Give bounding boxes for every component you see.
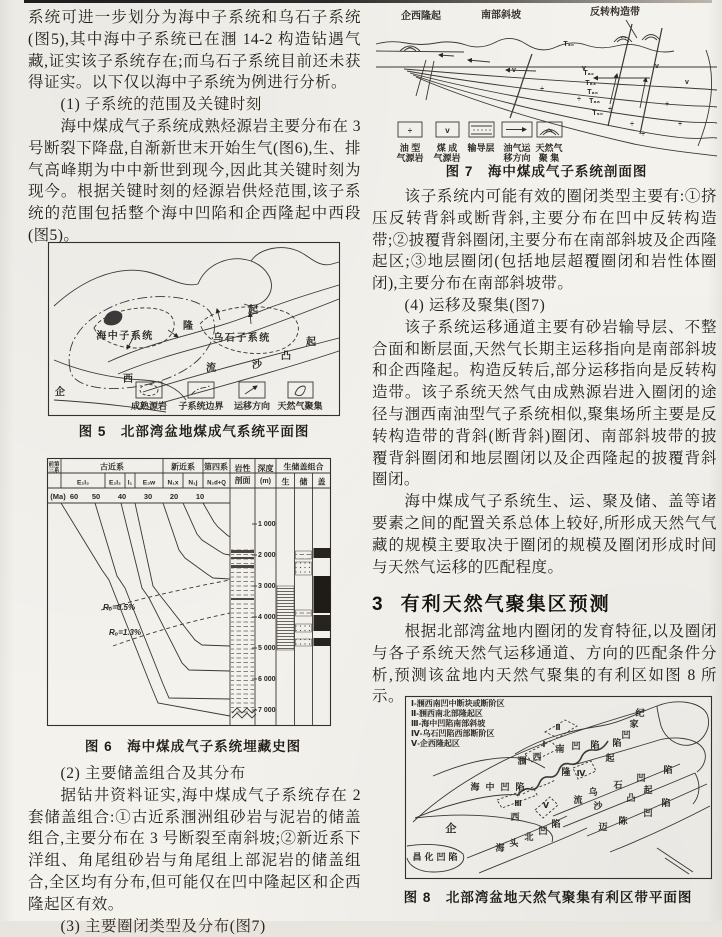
figure-text-label: 海中子系统 bbox=[96, 331, 154, 342]
figure-text-label: 沙 bbox=[252, 360, 262, 371]
figure-text-label: 移方向 bbox=[503, 153, 531, 163]
figure-text-label: Ⅴ bbox=[542, 801, 550, 810]
figure-text-label: 凸 bbox=[626, 793, 636, 803]
figure-text-label: 盖 bbox=[317, 477, 326, 487]
section-title: 有利天然气聚集区预测 bbox=[400, 594, 611, 615]
figure-text-label: 凹 bbox=[636, 773, 646, 783]
figure-text-label: 剖面 bbox=[234, 476, 251, 485]
figure-text-label: 西 bbox=[532, 752, 542, 762]
figure-text-label: (Ma) bbox=[50, 492, 66, 501]
body-paragraph: 据钻井资料证实,海中煤成气子系统存在 2 套储盖组合:①古近系涠洲组砂岩与泥岩的储盖组合,主要分布在 3 号断裂至南斜坡;②新近系下洋组、角尾组砂岩与角尾组上部泥岩的储盖组合,全区均有分布,但可能仅在凹中隆起区和企西隆起区有效。 bbox=[28, 786, 361, 913]
figure-text-label: 企 bbox=[55, 387, 65, 398]
section-number: 3 bbox=[372, 594, 383, 615]
figure-text-label: Ⅳ bbox=[576, 769, 586, 778]
figure-text-label: 迈 bbox=[598, 822, 608, 832]
fig5-gas-accumulation-blob bbox=[104, 311, 123, 326]
subheading-3: (3) 主要圈闭类型及分布(图7) bbox=[60, 917, 266, 935]
figure-text-label: 新近系 bbox=[171, 462, 195, 472]
figure-text-label: T₈₂ bbox=[583, 70, 594, 77]
figure-text-label: 陷 bbox=[612, 738, 622, 748]
figure-text-label: 凹 bbox=[436, 852, 446, 862]
figure-text-label: 6 000 bbox=[258, 676, 276, 683]
figure-text-label: 天然气聚集 bbox=[277, 401, 323, 411]
figure-text-label: T₃₀ bbox=[563, 41, 574, 48]
figure-text-label: Ⅱ bbox=[555, 723, 561, 732]
figure-text-label: ÷ bbox=[641, 131, 645, 138]
figure-text-label: 西 bbox=[123, 374, 133, 385]
fig5-boundary-lines bbox=[54, 248, 339, 412]
figure-text-label: v bbox=[512, 67, 516, 74]
right-column-text bbox=[372, 186, 717, 578]
figure-text-label: 隆 bbox=[183, 321, 193, 332]
figure-text-label: ÷ bbox=[678, 121, 682, 128]
figure-text-label: 凹 bbox=[621, 730, 631, 740]
figure-text-label: 储 bbox=[299, 477, 308, 487]
fig7-legend bbox=[398, 122, 562, 137]
body-paragraph: 海中煤成气子系统成熟烃源岩主要分布在 3 号断裂下降盘,自渐新世末开始生气(图6),生、排气高峰期为中中新世到现今,因此其关键时刻为现今。根据关键时刻的烃源岩供烃范围,该子系统的范围包括整个海中凹陷和企西隆起中西段(图5)。 bbox=[28, 117, 361, 244]
figure-text-label: Ⅱ-涠西南北部隆起区 bbox=[411, 709, 483, 718]
figure-text-label: 凹 bbox=[571, 741, 581, 751]
body-paragraph: 海中煤成气子系统生、运、聚及储、盖等诸要素之间的配置关系总体上较好,所形成天然气气藏的规模主要取决于圈闭的规模及圈闭形成时间与天然气运移的匹配程度。 bbox=[372, 493, 717, 576]
figure-text-label: v bbox=[685, 79, 689, 86]
body-paragraph: 根据北部湾盆地内圈闭的发育特征,以及圈闭与各子系统天然气运移通道、方向的匹配条件分析,预测该盆地内天然气聚集的有利区如图 8 所示。 bbox=[372, 623, 717, 706]
figure-text-label: 10 bbox=[195, 492, 205, 501]
figure-text-label: Rₒ=1.3% bbox=[109, 628, 142, 637]
figure-text-label: N₂d+Q bbox=[207, 480, 226, 487]
fig5-border bbox=[49, 243, 340, 416]
figure-text-label: 油气运 bbox=[503, 143, 531, 153]
figure-text-label: 运移方向 bbox=[233, 401, 271, 411]
figure-5-caption: 图 5 北部湾盆地煤成气系统平面图 bbox=[78, 424, 310, 439]
figure-text-label: 陷 bbox=[661, 798, 671, 808]
figure-text-label: v bbox=[582, 65, 586, 72]
figure-text-label: 生 bbox=[281, 477, 290, 487]
figure-text-label: l₁ bbox=[127, 479, 133, 487]
figure-text-label: 化 bbox=[424, 852, 434, 862]
figure-text-label: 1 000 bbox=[258, 521, 276, 528]
figure-text-label: T₈₆ bbox=[587, 89, 598, 96]
fig5-subsystem-boundary bbox=[69, 297, 214, 389]
subheading-4: (4) 运移及聚集(图7) bbox=[404, 296, 546, 314]
figure-text-label: 深度 bbox=[257, 464, 274, 473]
figure-text-label: 陷 bbox=[515, 782, 525, 792]
figure-text-label: 起 bbox=[248, 305, 258, 316]
fig6-burial-curves bbox=[61, 503, 230, 716]
figure-text-label: 气源岩 bbox=[433, 153, 461, 163]
figure-text-label: 海 bbox=[470, 782, 480, 792]
figure-text-label: 输导层 bbox=[467, 143, 495, 153]
figure-text-label: 20 bbox=[169, 492, 179, 501]
body-paragraph: 该子系统运移通道主要有砂岩输导层、不整合面和断层面,天然气长期主运移指向是南部斜坡和企西隆起。构造反转后,部分运移指向是反转构造带。该子系统天然气由成熟源岩进入圈闭的途径与涠西南油型气子系统相似,聚集场所主要是反转构造带的背斜(断背斜)圈闭、南部斜坡带的披覆背斜圈闭和地层圈闭以及企西隆起的披覆背斜圈闭。 bbox=[372, 318, 717, 489]
figure-text-label: 陷 bbox=[590, 740, 600, 750]
subheading-2: (2) 主要储盖组合及其分布 bbox=[60, 765, 246, 782]
figure-text-label: Ⅰ-涠西南凹中断块或断阶区 bbox=[411, 699, 505, 708]
figure-text-label: ÷ bbox=[540, 86, 544, 93]
figure-text-label: 起 bbox=[643, 785, 653, 795]
figure-text-label: 流 bbox=[573, 795, 583, 805]
figure-text-label: N₁x bbox=[167, 479, 179, 487]
figure-text-label: E₂l₃ bbox=[76, 479, 90, 487]
figure-text-label: 家 bbox=[629, 719, 639, 729]
figure-text-label: 北 bbox=[524, 832, 534, 842]
left-column-top-text bbox=[28, 7, 361, 247]
figure-text-label: 乌石子系统 bbox=[213, 333, 271, 344]
figure-6-burial-history bbox=[47, 458, 331, 726]
figure-text-label: 2 000 bbox=[258, 552, 276, 559]
fig7-anticline-gas-symbols bbox=[614, 35, 660, 43]
figure-text-label: 隆 bbox=[561, 767, 571, 777]
figure-text-label: 聚 集 bbox=[538, 153, 560, 163]
figure-text-label: 陷 bbox=[551, 819, 561, 829]
figure-text-label: 生储盖组合 bbox=[283, 462, 324, 472]
figure-text-label: N₁j bbox=[188, 479, 198, 487]
page-top-rule bbox=[24, 0, 712, 3]
fig7-section-lines bbox=[376, 20, 717, 156]
figure-text-label: 子系统边界 bbox=[178, 401, 224, 411]
figure-text-label: ÷ bbox=[630, 121, 634, 128]
figure-text-label: 陷 bbox=[663, 765, 673, 775]
fig6-lithology-column bbox=[231, 548, 256, 718]
figure-text-label: ÷ bbox=[608, 106, 612, 113]
figure-text-label: 气源岩 bbox=[396, 153, 424, 163]
figure-text-label: 50 bbox=[91, 492, 101, 501]
figure-text-label: 煤 成 bbox=[436, 143, 458, 153]
figure-text-label: Ⅴ-企西隆起区 bbox=[411, 739, 460, 748]
figure-text-label: Ⅲ-海中凹陷南部斜坡 bbox=[411, 719, 486, 728]
figure-text-label: 起 bbox=[306, 337, 316, 348]
figure-text-label: 第四系 bbox=[204, 462, 228, 472]
figure-text-label: 成熟源岩 bbox=[130, 401, 168, 411]
figure-text-label: 陷 bbox=[448, 852, 458, 862]
figure-text-label: 南部斜坡 bbox=[481, 10, 521, 21]
figure-text-label: T₉₀ bbox=[592, 110, 603, 117]
figure-text-label: 企西隆起 bbox=[401, 11, 441, 22]
figure-text-label: T₈₈ bbox=[589, 98, 600, 105]
figure-text-label: 中 bbox=[485, 782, 495, 792]
figure-text-label: 头 bbox=[509, 838, 519, 848]
figure-text-label: ÷ bbox=[665, 101, 669, 108]
figure-text-label: 昌 bbox=[412, 852, 422, 862]
figure-text-label: Ⅲ bbox=[514, 799, 522, 808]
figure-text-label: T₈₃ bbox=[585, 80, 596, 87]
figure-6-caption: 图 6 海中煤成气子系统埋藏史图 bbox=[84, 739, 302, 754]
figure-text-label: 企 bbox=[445, 823, 457, 835]
figure-text-label: 涠 bbox=[517, 756, 527, 766]
figure-text-label: 60 bbox=[69, 492, 79, 501]
figure-text-label: 凹 bbox=[643, 808, 653, 818]
figure-text-label: 陈 bbox=[618, 816, 628, 826]
figure-text-label: 油 型 bbox=[399, 143, 421, 153]
body-paragraph: 该子系统内可能有效的圈闭类型主要有:①挤压反转背斜或断背斜,主要分布在凹中反转构造带;②披覆背斜圈闭,主要分布在南部斜坡及企西隆起区;③地层圈闭(包括地层超覆圈闭和岩性体圈闭),主要分布在南部斜坡带。 bbox=[372, 188, 717, 293]
figure-text-label: E₂l₂ bbox=[109, 479, 121, 487]
figure-text-label: 南 bbox=[555, 744, 565, 754]
subheading-1: (1) 子系统的范围及关键时刻 bbox=[60, 96, 262, 114]
figure-text-label: v bbox=[655, 63, 659, 70]
figure-8-favorable-zones-map bbox=[405, 696, 712, 879]
figure-text-label: 海 bbox=[495, 843, 505, 853]
figure-text-label: 7 000 bbox=[258, 707, 276, 714]
figure-text-label: ÷ bbox=[407, 126, 413, 135]
figure-text-label: 凹 bbox=[538, 826, 548, 836]
figure-7-caption: 图 7 海中煤成气子系统剖面图 bbox=[445, 164, 648, 179]
fig5-map-labels bbox=[55, 303, 323, 411]
figure-text-label: 凹 bbox=[500, 782, 510, 792]
figure-text-label: (m) bbox=[260, 478, 271, 485]
figure-text-label: 岩性 bbox=[234, 464, 251, 473]
figure-text-label: 凸 bbox=[281, 351, 291, 362]
figure-text-label: 三系 bbox=[48, 468, 60, 474]
figure-text-label: 流 bbox=[206, 363, 216, 374]
figure-text-label: 3 000 bbox=[258, 583, 276, 590]
figure-text-label: 4 000 bbox=[258, 614, 276, 621]
figure-text-label: 反转构造带 bbox=[590, 7, 640, 18]
figure-text-label: E₃w bbox=[142, 479, 156, 487]
figure-text-label: 石 bbox=[613, 780, 623, 790]
left-column-bottom-text bbox=[28, 763, 361, 937]
fig6-source-reservoir-seal-columns bbox=[277, 548, 331, 650]
body-paragraph: 系统可进一步划分为海中子系统和乌石子系统(图5),其中海中子系统已在涠 14-2 构造钻遇气藏,证实该子系统存在;而乌石子系统目前还未获得证实。以下仅以海中子系统为例进行分析。 bbox=[28, 9, 361, 92]
figure-5-plan-map bbox=[48, 242, 340, 416]
figure-text-label: ÷ bbox=[577, 96, 581, 103]
figure-text-label: Ⅳ-乌石凹陷西部断阶区 bbox=[411, 729, 495, 738]
figure-text-label: v bbox=[445, 126, 450, 135]
figure-7-cross-section bbox=[374, 4, 719, 164]
figure-text-label: 30 bbox=[143, 492, 153, 501]
figure-text-label: 前第 bbox=[48, 462, 60, 468]
figure-8-caption: 图 8 北部湾盆地天然气聚集有利区带平面图 bbox=[403, 890, 693, 905]
figure-text-label: 5 000 bbox=[258, 645, 276, 652]
figure-text-label: Rₒ=0.5% bbox=[103, 603, 136, 612]
figure-text-label: 纪 bbox=[635, 708, 645, 718]
figure-text-label: 天然气 bbox=[535, 143, 563, 153]
figure-text-label: 40 bbox=[117, 492, 127, 501]
figure-text-label: 起 bbox=[605, 753, 615, 763]
figure-text-label: 乌 bbox=[588, 787, 598, 797]
figure-text-label: 沙 bbox=[593, 801, 603, 811]
figure-text-label: 古近系 bbox=[100, 462, 124, 472]
figure-text-label: Ⅰ bbox=[542, 740, 546, 749]
figure-text-label: 西 bbox=[510, 812, 520, 822]
fig5-legend bbox=[136, 382, 313, 398]
section-heading-3 bbox=[372, 589, 611, 616]
